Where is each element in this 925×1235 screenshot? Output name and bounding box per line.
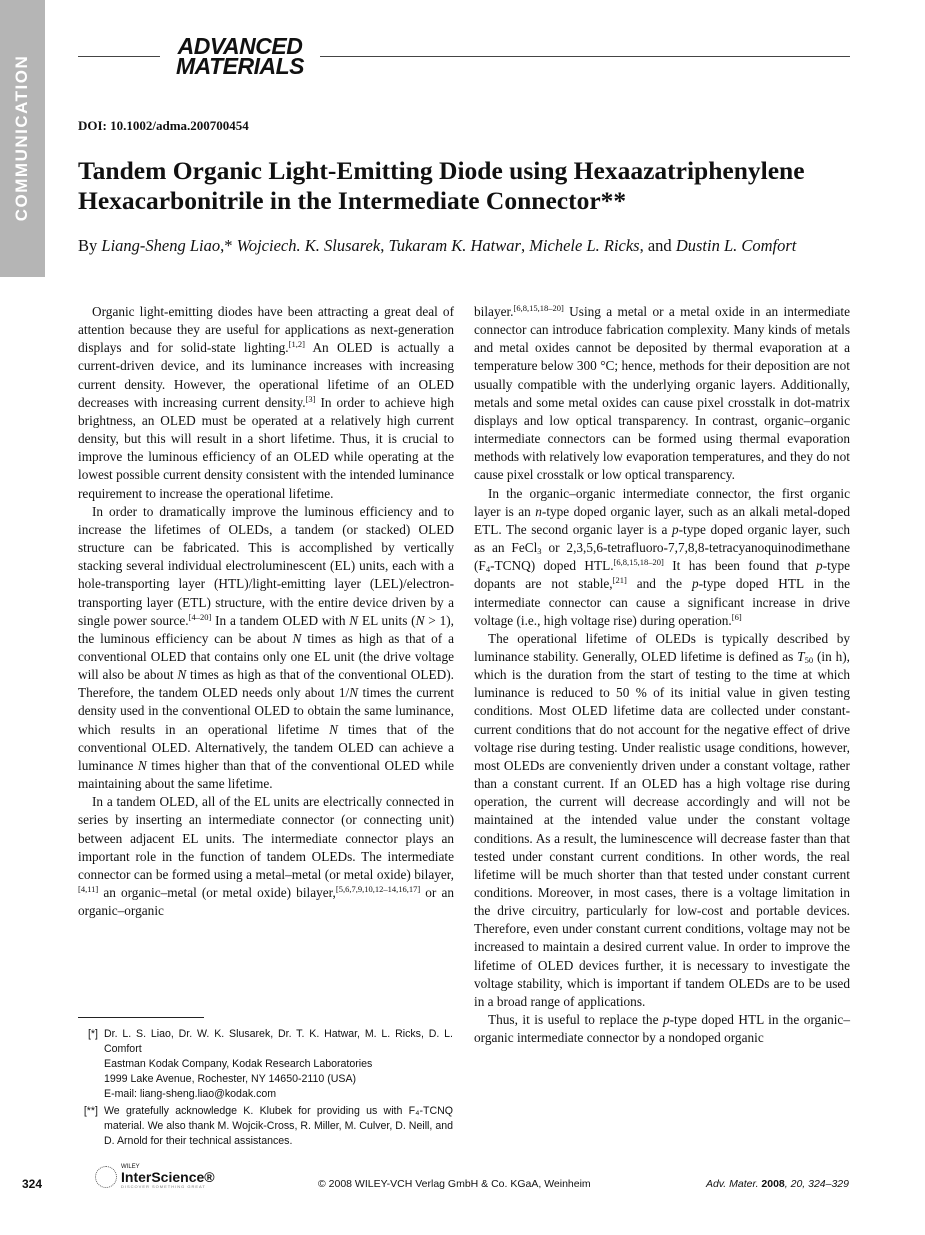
text-run: In order to achieve high brightness, an OLED must be operated at a relatively high current density, but this will result in a short lifetime. Thus, it is crucial to improve the luminous efficiency of an OLED while operating at the lowest possible current density consistent with the intended luminance requirement to increase the operational lifetime. (78, 394, 454, 501)
doi[interactable]: DOI: 10.1002/adma.200700454 (78, 118, 249, 133)
logo-small: WILEY (121, 1164, 140, 1170)
text-run: > 1), the luminous efficiency can be about (78, 612, 454, 646)
citation-year: 2008 (761, 1178, 785, 1190)
citation-ref[interactable]: [21] (612, 575, 627, 586)
citation-rest: , 20, 324–329 (784, 1178, 849, 1190)
text-run: In a tandem OLED, all of the EL units are electrically connected in series by inserting an intermediate connector (or connecting unit) between adjacent EL units. The intermediate connector plays an important role in the function of tandem OLEDs. The intermediate connector can be formed using a metal–metal (or metal oxide) bilayer, (78, 794, 454, 882)
footnote-text (104, 1027, 453, 1102)
text-run: Organic light-emitting diodes have been attracting a great deal of attention because they are useful for applications as next-generation displays and for solid-state lighting. (78, 304, 454, 356)
author-separator: , (380, 236, 389, 255)
journal-logo (160, 33, 320, 79)
text-run: In a tandem OLED with (211, 612, 350, 628)
footnote-mark: [*] (87, 1028, 98, 1040)
text-run: times as high as that of a conventional OLED that contains only one EL unit (the drive voltage will also be about (78, 630, 454, 683)
footnote-mark: [**] (83, 1105, 98, 1117)
globe-icon (95, 1166, 117, 1188)
footnote (78, 1104, 453, 1149)
italic-symbol: N (415, 612, 425, 628)
text-run: Thus, it is useful to replace the (488, 1012, 663, 1028)
body-right-column (474, 303, 850, 1047)
text-run: -TCNQ) doped HTL. (490, 558, 614, 574)
text-run: -type dopants are not stable, (474, 558, 851, 592)
subscript: 3 (537, 546, 542, 557)
italic-symbol: T (797, 648, 805, 664)
text-run: EL units ( (358, 612, 416, 628)
text-run: or an organic–organic (78, 885, 455, 919)
author-name: Wojciech. K. Slusarek (236, 236, 381, 255)
footnote-rule (78, 1017, 204, 1018)
footnote-text (104, 1104, 453, 1149)
text-run: In order to dramatically improve the luminous efficiency and to increase the lifetimes of OLEDs, a tandem (or stacked) OLED structure can be fabricated. This is accomplished by vertically stacking several individual electroluminescent (EL) units, each with a hole-transporting layer (HTL)/light-emitting layer (LEL)/electron-transporting layer (ETL) structure, with the entire device driven by a single power source. (78, 503, 454, 628)
italic-symbol: N (292, 630, 302, 646)
text-run: an organic–metal (or metal oxide) bilayer, (98, 885, 336, 900)
subscript: 4 (485, 564, 491, 575)
author-name: Liang-Sheng Liao (101, 236, 221, 255)
author-name: Dustin L. Comfort (675, 236, 797, 255)
authors (78, 234, 858, 257)
text-run: The operational lifetime of OLEDs is typically described by luminance stability. Generally, OLED lifetime is defined as (474, 630, 850, 664)
italic-symbol: p (662, 1012, 670, 1028)
italic-symbol: p (691, 576, 699, 592)
text-run: and the (626, 576, 692, 592)
text-run: or 2,3,5,6-tetrafluoro-7,7,8,8-tetracyanoquinodimethane (F (474, 540, 850, 574)
author-name: Michele L. Ricks (529, 236, 640, 255)
body-paragraph (78, 793, 454, 920)
citation-journal: Adv. Mater. (705, 1178, 762, 1190)
section-label-bar (0, 0, 45, 277)
text-run: -type doped organic layer, such as an alkali metal-doped ETL. The second organic layer is a (474, 503, 850, 537)
footnote (78, 1027, 453, 1102)
body-paragraph (474, 1011, 850, 1047)
body-paragraph (78, 503, 454, 794)
copyright: © 2008 WILEY-VCH Verlag GmbH & Co. KGaA, Weinheim (318, 1178, 591, 1190)
citation (706, 1178, 849, 1190)
citation-ref[interactable]: [6,8,15,18–20] (613, 557, 664, 568)
footnotes (78, 1027, 453, 1151)
body-paragraph (474, 303, 850, 485)
citation-ref[interactable]: [1,2] (288, 339, 305, 350)
footnote-line: Eastman Kodak Company, Kodak Research Laboratories (104, 1058, 373, 1070)
citation-ref[interactable]: [6,8,15,18–20] (513, 303, 564, 313)
body-paragraph (474, 485, 850, 630)
subscript: 50 (804, 654, 814, 665)
logo-name: InterScience® (121, 1169, 215, 1185)
text-run: bilayer. (474, 304, 514, 319)
author-separator: , (520, 236, 530, 255)
italic-symbol: p (816, 558, 823, 574)
author-separator: , and (639, 236, 676, 255)
logo-line1: ADVANCED (177, 33, 303, 59)
authors-by: By (78, 236, 102, 255)
logo-tagline: DISCOVER SOMETHING GREAT (121, 1184, 206, 1189)
text-run: -type doped organic layer, such as an FeCl (474, 521, 851, 556)
footnote-line[interactable]: E-mail: liang-sheng.liao@kodak.com (104, 1088, 277, 1100)
citation-ref[interactable]: [3] (305, 393, 316, 404)
text-run: (in h), which is the duration from the start of testing to the time at which luminance is reduced to 50 % of its initial value in given testing conditions. Most OLED lifetime data are collected under constant-current conditions that do not account for the negative effect of drive voltage rise during testing. Under realistic usage conditions, however, most OLEDs are conveniently driven under a constant voltage, rather than a constant current. If an OLED has a high voltage rise during operation, the current will decrease accordingly and will not be maintained at the intended value under the constant voltage conditions. As a result, the luminescence will decrease faster than that tested under constant current conditions. In other words, the real lifetime will be much shorter than that tested under constant current conditions. Moreover, in most cases, there is a voltage limitation in the drive circuitry, particularly for low-cost and portable devices. Therefore, even under constant current conditions, voltage may not be increased to maintain a desired current value. In order to improve the lifetime of OLED devices further, it is necessary to investigate the voltage stability, which is important if tandem OLEDs are to be used in a broad range of applications. (474, 648, 850, 1009)
text-run: It has been found that (663, 558, 817, 574)
body-left-column (78, 303, 454, 920)
body-paragraph (78, 303, 454, 503)
footnote-line: 1999 Lake Avenue, Rochester, NY 14650-2110 (USA) (104, 1073, 357, 1085)
author-separator: ,* (220, 236, 237, 255)
italic-symbol: N (329, 721, 339, 737)
text-run: times that of the conventional OLED. Alternatively, the tandem OLED can achieve a luminance (78, 721, 454, 773)
citation-ref[interactable]: [6] (731, 611, 742, 622)
italic-symbol: n (535, 503, 542, 519)
text-run: Using a metal or a metal oxide in an intermediate connector can introduce fabrication complexity. Many kinds of metals and metal oxides cannot be deposited by thermal evaporation at a temperature below 300 °C; hence, methods for their deposition are not usually compatible with the underlying organic layers. Additionally, metals and some metal oxides can cause pixel crosstalk in dot-matrix displays and low optical transparency. In contrast, organic–organic intermediate connectors can be formed using thermal evaporation methods with relatively low evaporation temperatures, and they do not cause pixel crosstalk or low optical transparency. (474, 304, 850, 483)
citation-ref[interactable]: [4–20] (188, 611, 212, 622)
italic-symbol: N (349, 685, 359, 701)
text-run: times as high as that of the conventional OLED). Therefore, the tandem OLED needs only about 1/ (78, 667, 454, 701)
footnote-line: Dr. L. S. Liao, Dr. W. K. Slusarek, Dr. T. K. Hatwar, M. L. Ricks, D. L. Comfort (104, 1028, 453, 1055)
article-title: Tandem Organic Light-Emitting Diode using Hexaazatriphenylene Hexacarbonitrile in the Intermediate Connector** (78, 156, 805, 215)
logo-line2: MATERIALS (176, 53, 304, 79)
italic-symbol: p (671, 521, 679, 537)
italic-symbol: N (349, 612, 359, 628)
text-run: In the organic–organic intermediate connector, the first organic layer is an (474, 485, 850, 519)
citation-ref[interactable]: [4,11] (78, 884, 99, 894)
section-label: COMMUNICATION (12, 54, 31, 222)
italic-symbol: N (177, 667, 187, 683)
text-run: -type doped HTL in the organic–organic intermediate connector by a nondoped organic (474, 1012, 850, 1046)
footnote-line: We gratefully acknowledge K. Klubek for providing us with F₄-TCNQ material. We also thank M. Wojcik-Cross, R. Miller, M. Culver, D. Neill, and D. Arnold for their technical assistances. (104, 1105, 453, 1147)
body-paragraph (474, 630, 850, 1011)
page-number: 324 (22, 1177, 43, 1191)
citation-ref[interactable]: [5,6,7,9,10,12–14,16,17] (335, 884, 421, 894)
text-run: -type doped HTL in the intermediate connector can cause a significant increase in drive voltage (i.e., high voltage rise) during operation. (474, 576, 850, 628)
interscience-logo[interactable] (95, 1164, 215, 1189)
author-name: Tukaram K. Hatwar (388, 236, 521, 255)
text-run: times the current density used in the conventional OLED to obtain the same luminance, which results in an operational lifetime (78, 685, 454, 737)
text-run: An OLED is actually a current-driven device, and its luminance increases with increasing current density. However, the operational lifetime of an OLED decreases with increasing current density. (78, 340, 454, 410)
text-run: times higher than that of the conventional OLED while maintaining about the same lifetime. (78, 757, 454, 792)
italic-symbol: N (137, 757, 147, 773)
